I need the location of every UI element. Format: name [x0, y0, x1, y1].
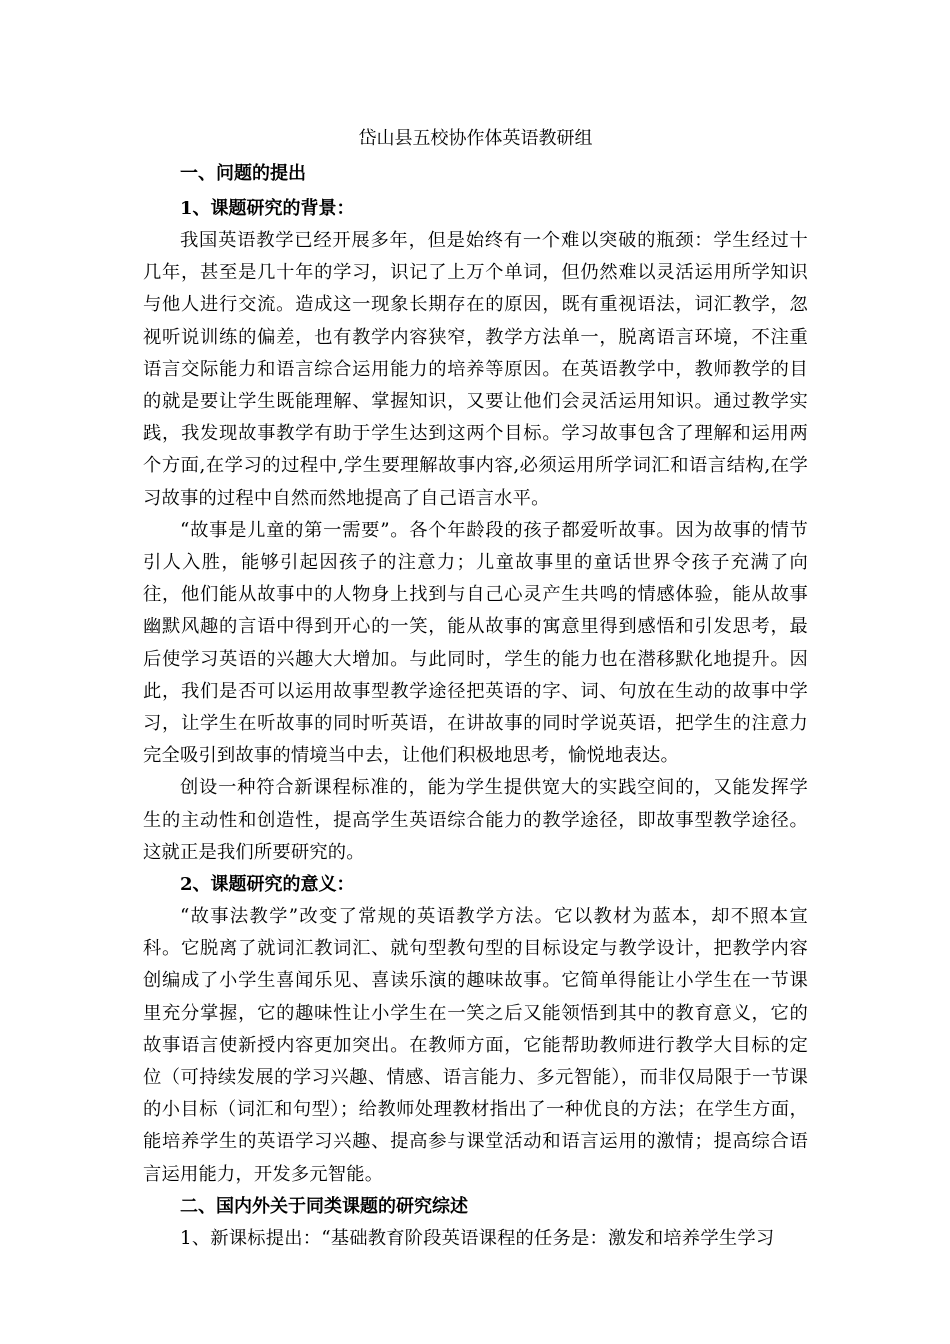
paragraph-background-3: 创设一种符合新课程标准的，能为学生提供宽大的实践空间的，又能发挥学生的主动性和创造性，提高学生英语综合能力的教学途径，即故事型教学途径。这就正是我们所要研究的。 [143, 777, 808, 863]
section-heading-problem: 一、问题的提出 [180, 163, 306, 184]
document-body [143, 123, 808, 1255]
paragraph-significance: “故事法教学”改变了常规的英语教学方法。它以教材为蓝本，却不照本宣科。它脱离了就词汇教词汇、就句型教句型的目标设定与教学设计，把教学内容创编成了小学生喜闻乐见、喜读乐演的趣味故事。它简单得能让小学生在一节课里充分掌握，它的趣味性让小学生在一笑之后又能领悟到其中的教育意义，它的故事语言使新授内容更加突出。在教师方面，它能帮助教师进行教学大目标的定位（可持续发展的学习兴趣、情感、语言能力、多元智能），而非仅局限于一节课的小目标（词汇和句型）；给教师处理教材指出了一种优良的方法；在学生方面，能培养学生的英语学习兴趣、提高参与课堂活动和语言运用的激情；提高综合语言运用能力，开发多元智能。 [143, 906, 808, 1185]
subheading-significance: 2、课题研究的意义： [180, 874, 355, 896]
section-heading-review: 二、国内外关于同类课题的研究综述 [180, 1195, 468, 1217]
paragraph-background-2: “故事是儿童的第一需要”。各个年龄段的孩子都爱听故事。因为故事的情节引人入胜，能够引起因孩子的注意力；儿童故事里的童话世界令孩子充满了向往，他们能从故事中的人物身上找到与自己心灵产生共鸣的情感体验，能从故事幽默风趣的言语中得到开心的一笑，能从故事的寓意里得到感悟和引发思考，最后使学习英语的兴趣大大增加。与此同时，学生的能力也在潜移默化地提升。因此，我们是否可以运用故事型教学途径把英语的字、词、句放在生动的故事中学习，让学生在听故事的同时听英语，在讲故事的同时学说英语，把学生的注意力完全吸引到故事的情境当中去，让他们积极地思考，愉悦地表达。 [143, 519, 808, 767]
paragraph-background-1: 我国英语教学已经开展多年，但是始终有一个难以突破的瓶颈：学生经过十几年，甚至是几十年的学习，识记了上万个单词，但仍然难以灵活运用所学知识与他人进行交流。造成这一现象长期存在的原因，既有重视语法，词汇教学，忽视听说训练的偏差，也有教学内容狭窄，教学方法单一，脱离语言环境，不注重语言交际能力和语言综合运用能力的培养等原因。在英语教学中，教师教学的目的就是要让学生既能理解、掌握知识，又要让他们会灵活运用知识。通过教学实践，我发现故事教学有助于学生达到这两个目标。学习故事包含了理解和运用两个方面,在学习的过程中,学生要理解故事内容,必须运用所学词汇和语言结构,在学习故事的过程中自然而然地提高了自己语言水平。 [143, 230, 808, 509]
subheading-background: 1、课题研究的背景： [180, 198, 355, 219]
org-title: 岱山县五校协作体英语教研组 [358, 128, 593, 149]
paragraph-review-1: 1、新课标提出：“基础教育阶段英语课程的任务是：激发和培养学生学习 [180, 1227, 775, 1249]
